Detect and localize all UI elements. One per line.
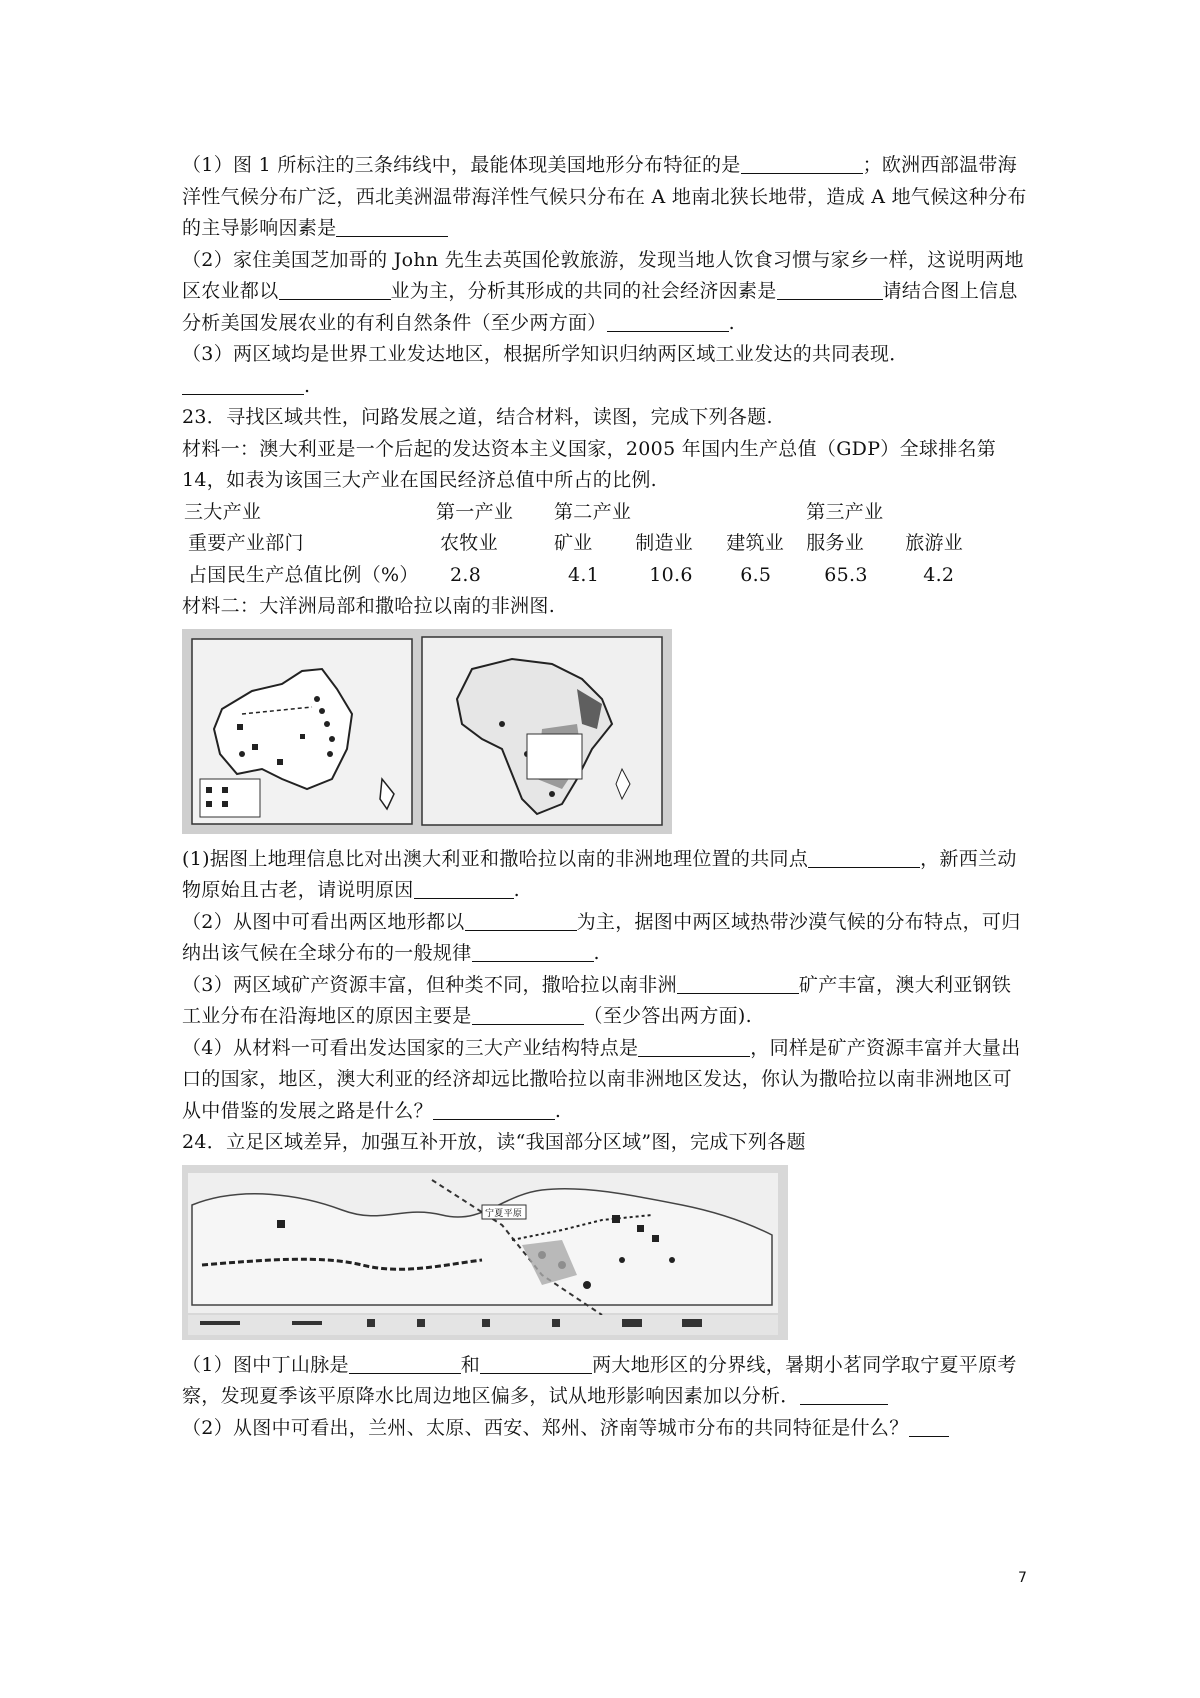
map-label: 宁夏平原 [485,1208,523,1219]
q22-3-text: （3）两区域均是世界工业发达地区，根据所学知识归纳两区域工业发达的共同表现． [182,343,909,365]
answer-blank[interactable] [607,309,729,332]
answer-blank[interactable] [909,1414,949,1437]
q23-3-text-a: （3）两区域矿产资源丰富，但种类不同，撒哈拉以南非洲 [182,973,677,996]
answer-blank[interactable] [182,372,304,395]
document-body [182,150,1027,1444]
table-row: 重要产业部门 农牧业 矿业 制造业 建筑业 服务业 旅游业 [188,532,964,554]
q22-2-text-a: （2）家住美国芝加哥的 John 先生去英国伦敦旅游，发现当地人饮食习惯与家乡一样，这说明两地区农业都以 [182,248,1024,302]
q23-4-text-b: ，同样是矿产资源丰富并大量出口的国家，地区，澳大利亚的经济却远比撒哈拉以南非洲地区发达，你认为撒哈拉以南非洲地区可从中借鉴的发展之路是什么？ [182,1036,1021,1122]
q24-part2 [182,1413,1027,1445]
q22-2-text-b: 业为主，分析其形成的共同的社会经济因素是 [390,280,777,302]
map-figure [182,629,672,834]
q23-4-text-a: （4）从材料一可看出发达国家的三大产业结构特点是 [182,1036,639,1059]
answer-blank[interactable] [638,1034,750,1057]
answer-blank[interactable] [808,845,920,868]
q23-1-text-b: ，新西兰动物原始且古老，请说明原因 [182,847,1017,901]
q23-part3 [182,970,1027,1033]
q23-material2: 材料二：大洋洲局部和撒哈拉以南的非洲图. [182,595,556,617]
answer-blank[interactable] [777,277,883,300]
answer-blank[interactable] [349,1351,461,1374]
industry-table [184,497,963,592]
q24-part1 [182,1350,1027,1413]
q23-material1: 材料一：澳大利亚是一个后起的发达资本主义国家，2005 年国内生产总值（GDP）全球排名第 14，如表为该国三大产业在国民经济总值中所占的比例. [182,437,997,491]
q22-1-text-a: （1）图 1 所标注的三条纬线中，最能体现美国地形分布特征的是 [182,154,741,176]
china-region-map-image [182,1165,788,1340]
q24-1-text-b: 和 [460,1353,481,1376]
page-number: 7 [1018,1570,1027,1586]
answer-blank[interactable] [433,1097,555,1120]
answer-blank[interactable] [336,214,448,237]
map-figure [182,1165,788,1340]
q22-part2: （2）家住美国芝加哥的 John 先生去英国伦敦旅游，发现当地人饮食习惯与家乡一样，这说明两地区农业都以 业为主，分析其形成的共同的社会经济因素是 请结合图上信息分析美国发展农业的有利自然条件（至少两方面） . [182,248,1024,334]
answer-blank[interactable] [472,939,594,962]
q23-3-text-b: 矿产丰富，澳大利亚钢铁工业分布在沿海地区的原因主要是 [182,973,1012,1027]
q23-part4: （4）从材料一可看出发达国家的三大产业结构特点是 ，同样是矿产资源丰富并大量出口的国家，地区，澳大利亚的经济却远比撒哈拉以南非洲地区发达，你认为撒哈拉以南非洲地区可从中借鉴的发展之路是什么？ . [182,1033,1027,1128]
q23-3-text-c: （至少答出两方面). [583,1005,752,1027]
q22-part3: （3）两区域均是世界工业发达地区，根据所学知识归纳两区域工业发达的共同表现．. [182,343,909,397]
q22-1-text-b: ；欧洲西部温带海洋性气候分布广泛，西北美洲温带海洋性气候只分布在 A 地南北狭长地带，造成 A 地气候这种分布的主导影响因素是 [182,154,1027,239]
oceania-africa-map-image [182,629,672,834]
answer-blank[interactable] [677,971,799,994]
answer-blank[interactable] [800,1382,888,1405]
answer-blank[interactable] [465,908,577,931]
table-row: 三大产业 第一产业 第二产业 第三产业 [184,500,884,523]
answer-blank[interactable] [279,277,391,300]
q24-1-text-c: 两大地形区的分界线，暑期小茗同学取宁夏平原考察，发现夏季该平原降水比周边地区偏多，试从地形影响因素加以分析． [182,1353,1017,1407]
answer-blank[interactable] [480,1351,592,1374]
q22-part1 [182,150,1027,245]
q23-part2: （2）从图中可看出两区地形都以 为主，据图中两区域热带沙漠气候的分布特点，可归纳出该气候在全球分布的一般规律 . [182,907,1027,970]
answer-blank[interactable] [472,1002,584,1025]
q23-title: 23．寻找区域共性，问路发展之道，结合材料，读图，完成下列各题. [182,406,773,428]
answer-blank[interactable] [741,151,863,174]
q24-title: 24．立足区域差异，加强互补开放，读“我国部分区域”图，完成下列各题 [182,1131,806,1153]
q22-2-text-c: 请结合图上信息分析美国发展农业的有利自然条件（至少两方面） [182,280,1018,334]
q24-1-text-a: （1）图中丁山脉是 [182,1353,349,1376]
q23-1-text-a: (1)据图上地理信息比对出澳大利亚和撒哈拉以南的非洲地理位置的共同点 [182,847,809,870]
q23-2-text-b: 为主，据图中两区域热带沙漠气候的分布特点，可归纳出该气候在全球分布的一般规律 [182,910,1021,964]
table-row: 占国民生产总值比例（%） 2.8 4.1 10.6 6.5 65.3 4.2 [188,563,955,586]
q23-part1: (1)据图上地理信息比对出澳大利亚和撒哈拉以南的非洲地理位置的共同点 ，新西兰动物原始且古老，请说明原因 . [182,844,1027,907]
q24-2-text: （2）从图中可看出，兰州、太原、西安、郑州、济南等城市分布的共同特征是什么？ [182,1416,909,1439]
q23-2-text-a: （2）从图中可看出两区地形都以 [182,910,465,933]
answer-blank[interactable] [414,876,514,899]
